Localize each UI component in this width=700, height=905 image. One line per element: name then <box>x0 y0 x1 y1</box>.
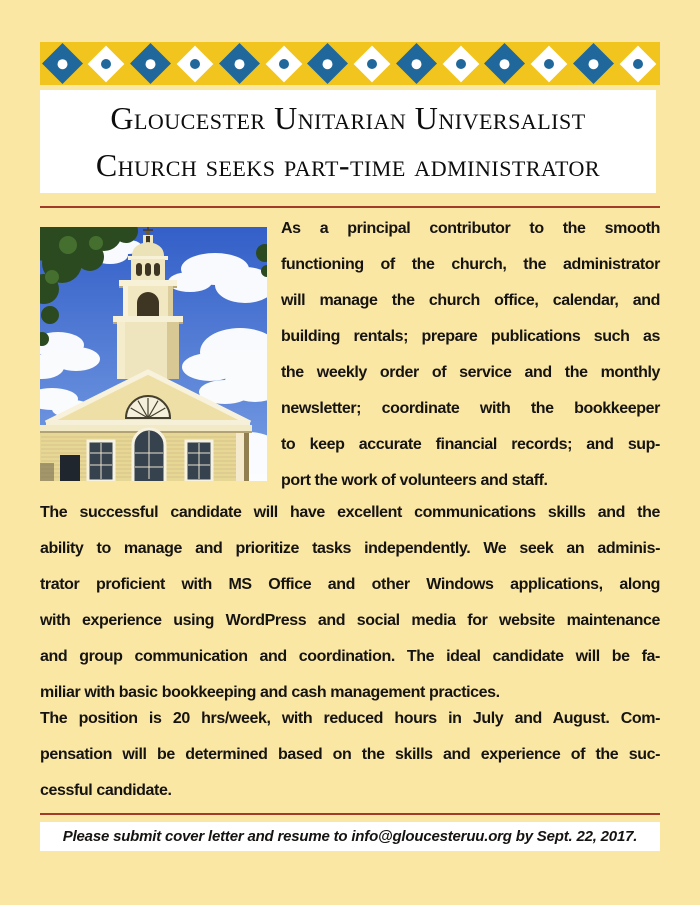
text-line: functioning of the church, the administrator <box>281 256 660 273</box>
text-line: port the work of volunteers and staff. <box>281 472 548 489</box>
diamond-icon <box>219 43 260 84</box>
text-line: The position is 20 hrs/week, with reduced hours in July and August. Com- <box>40 710 660 727</box>
diamond-icon <box>88 45 125 82</box>
text-line: to keep accurate financial records; and sup- <box>281 436 660 453</box>
band-diamond <box>483 49 527 78</box>
band-diamond <box>306 49 350 78</box>
text-line: cessful candidate. <box>40 782 172 799</box>
diamond-border-band <box>40 42 660 85</box>
band-diamond <box>439 51 483 77</box>
submission-note-strip <box>40 822 660 851</box>
center-arched-window <box>133 429 165 481</box>
position-details-paragraph <box>40 701 660 809</box>
text-line: As a principal contributor to the smooth <box>281 220 660 237</box>
diamond-dot <box>500 59 510 69</box>
text-line: trator proficient with MS Office and other Windows applications, along <box>40 576 660 593</box>
band-diamond <box>616 51 660 77</box>
band-diamond <box>261 51 305 77</box>
text-line: newsletter; coordinate with the bookkeeper <box>281 400 660 417</box>
church-photo <box>40 227 267 481</box>
diamond-icon <box>130 43 171 84</box>
diamond-icon <box>354 45 391 82</box>
text-line: ability to manage and prioritize tasks independently. We seek an adminis- <box>40 540 660 557</box>
text-line: building rentals; prepare publications such as <box>281 328 660 345</box>
content-row <box>40 211 660 499</box>
diamond-dot <box>544 59 554 69</box>
text-line: with experience using WordPress and social media for website maintenance <box>40 612 660 629</box>
text-line: pensation will be determined based on the skills and experience of the suc- <box>40 746 660 763</box>
band-diamond <box>527 51 571 77</box>
diamond-dot <box>323 59 333 69</box>
band-diamond <box>173 51 217 77</box>
title-box <box>40 90 656 193</box>
divider-top <box>40 206 660 208</box>
diamond-icon <box>265 45 302 82</box>
diamond-icon <box>619 45 656 82</box>
diamond-icon <box>484 43 525 84</box>
diamond-dot <box>146 59 156 69</box>
band-diamond <box>84 51 128 77</box>
page-title-line-1: Gloucester Unitarian Universalist <box>110 99 586 136</box>
diamond-icon <box>177 45 214 82</box>
diamond-dot <box>234 59 244 69</box>
diamond-dot <box>456 59 466 69</box>
divider-bottom <box>40 813 660 815</box>
diamond-dot <box>57 59 67 69</box>
diamond-icon <box>573 43 614 84</box>
band-diamond <box>129 49 173 78</box>
diamond-icon <box>396 43 437 84</box>
page-title-line-2: Church seeks part-time administrator <box>95 146 601 183</box>
band-diamond <box>394 49 438 78</box>
text-line: miliar with basic bookkeeping and cash management practices. <box>40 684 500 701</box>
diamond-icon <box>442 45 479 82</box>
right-window <box>186 441 212 481</box>
diamond-dot <box>279 59 289 69</box>
qualifications-paragraph <box>40 495 660 711</box>
diamond-icon <box>307 43 348 84</box>
diamond-dot <box>633 59 643 69</box>
band-diamond <box>571 49 615 78</box>
text-line: The successful candidate will have excellent communications skills and the <box>40 504 660 521</box>
left-window <box>88 441 114 481</box>
band-diamond <box>350 51 394 77</box>
diamond-dot <box>589 59 599 69</box>
submission-note: Please submit cover letter and resume to info@gloucesteruu.org by Sept. 22, 2017. <box>62 828 638 845</box>
diamond-dot <box>101 59 111 69</box>
band-diamond <box>217 49 261 78</box>
text-line: the weekly order of service and the monthly <box>281 364 660 381</box>
diamond-icon <box>531 45 568 82</box>
text-line: will manage the church office, calendar, and <box>281 292 660 309</box>
diamond-dot <box>411 59 421 69</box>
diamond-dot <box>367 59 377 69</box>
text-line: and group communication and coordination. The ideal candidate will be fa- <box>40 648 660 665</box>
diamond-icon <box>42 43 83 84</box>
intro-paragraph <box>281 211 660 499</box>
band-diamond <box>40 49 84 78</box>
diamond-dot <box>190 59 200 69</box>
